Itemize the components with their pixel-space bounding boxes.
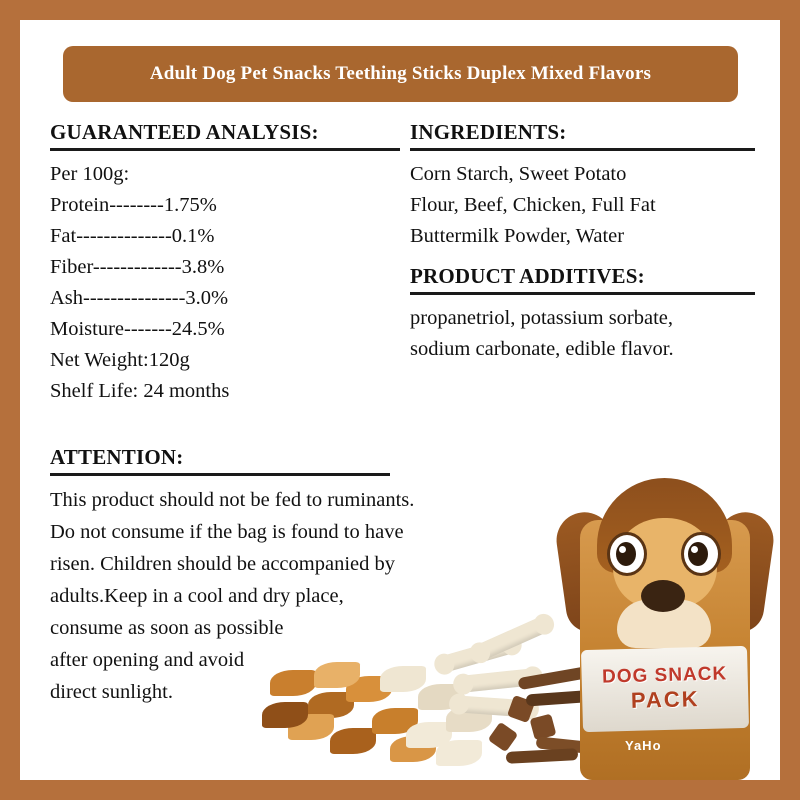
treat-twist-white [436,740,482,766]
shelf-life-line: Shelf Life: 24 months [50,380,230,402]
ingredients-line: Flour, Beef, Chicken, Full Fat [410,194,656,216]
dog-pupil-left [616,542,636,566]
treat-cross [488,722,519,753]
dog-eye-glint [691,546,698,553]
package-label-top: DOG SNACK [601,663,728,688]
product-title-bar [63,46,738,102]
attention-line: This product should not be fed to ruminants. [50,489,415,511]
additives-line: sodium carbonate, edible flavor. [410,338,674,360]
treat-twist [270,670,316,696]
ingredients-line: Corn Starch, Sweet Potato [410,163,627,185]
treat-twist [330,728,376,754]
divider [50,148,400,151]
page-title: Adult Dog Pet Snacks Teething Sticks Duplex Mixed Flavors [149,63,652,84]
label-page [20,20,780,780]
treat-twist [262,702,308,728]
dog-nose-icon [641,580,685,612]
guaranteed-analysis-section [50,120,400,407]
analysis-line: Moisture-------24.5% [50,318,225,340]
analysis-line: Protein--------1.75% [50,194,217,216]
analysis-line: Per 100g: [50,163,130,185]
product-photo [260,440,780,780]
additives-line: propanetriol, potassium sorbate, [410,307,674,329]
product-additives-body [410,303,755,365]
analysis-line: Fat--------------0.1% [50,225,215,247]
treat-twist-white [380,666,426,692]
treat-twist [314,662,360,688]
analysis-line: Ash---------------3.0% [50,287,229,309]
attention-line: adults.Keep in a cool and dry place, [50,585,344,607]
attention-line: direct sunlight. [50,681,173,703]
dog-pupil-right [688,542,708,566]
net-weight-line: Net Weight:120g [50,349,190,371]
divider [410,148,755,151]
attention-heading: ATTENTION: [50,445,184,469]
divider [410,292,755,295]
attention-line: after opening and avoid [50,649,245,671]
attention-line: consume as soon as possible [50,617,284,639]
brand-mark: YaHo [625,738,662,753]
attention-line: Do not consume if the bag is found to have [50,521,404,543]
product-additives-heading: PRODUCT ADDITIVES: [410,264,645,288]
package-label [581,646,749,732]
analysis-line: Fiber-------------3.8% [50,256,225,278]
attention-line: risen. Children should be accompanied by [50,553,395,575]
guaranteed-analysis-body [50,159,400,407]
package-label-bottom: PACK [630,686,700,713]
guaranteed-analysis-heading: GUARANTEED ANALYSIS: [50,120,319,144]
ingredients-section [410,120,755,365]
dog-eye-glint [619,546,626,553]
ingredients-line: Buttermilk Powder, Water [410,225,625,247]
ingredients-heading: INGREDIENTS: [410,120,567,144]
product-bag [555,460,770,780]
ingredients-body [410,159,710,252]
